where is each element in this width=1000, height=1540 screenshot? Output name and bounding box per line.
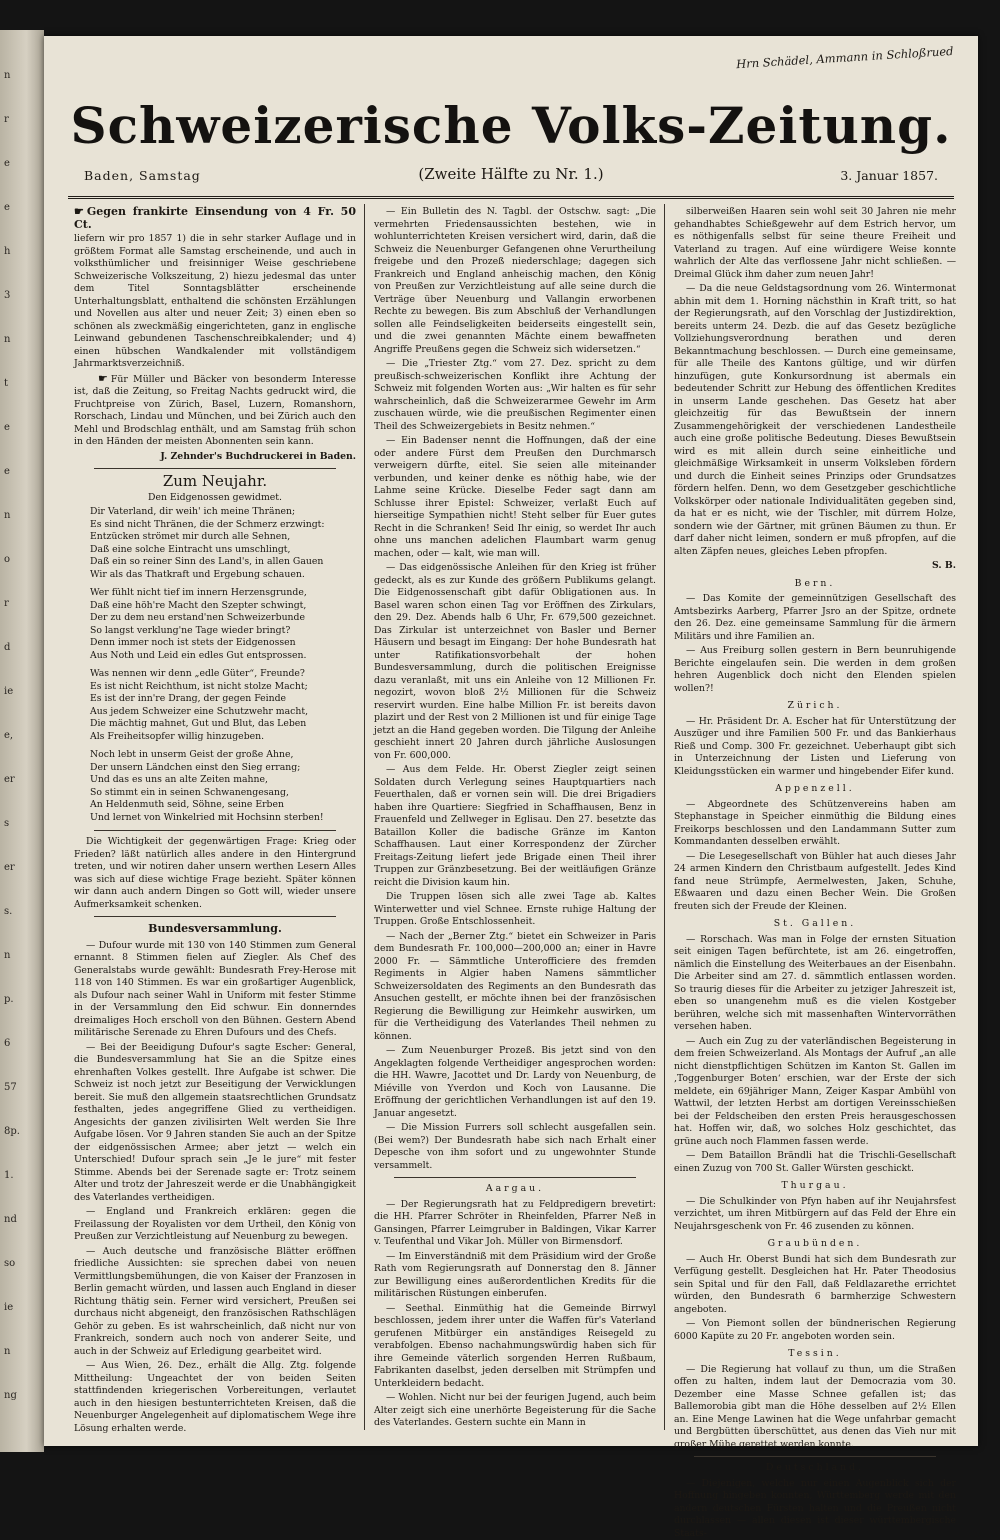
edge-text-fragment: d: [4, 642, 10, 653]
poem-stanza: Noch lebt in unserm Geist der große Ahne, Der unsern Ländchen einst den Sieg errang; Und das es uns an alte Zeiten mahne, So stimmt ein in seinen Schwanengesang, An Heldenmuth seid, Söhne, seine Erben Und lernet von Winkelried mit Hochsinn sterben!: [74, 749, 356, 824]
graubunden-articles: [674, 1254, 956, 1344]
pointing-hand-icon: ☛: [86, 373, 108, 386]
pointing-hand-icon: ☛: [74, 206, 84, 219]
article-paragraph: — Das eidgenössische Anleihen für den Krieg ist früher gedeckt, als es zur Kunde des größern Publikums gelangt. Die Eidgenossenschaft gibt dafür Obligationen aus. In Basel waren schon einen Tag vor Eröffnen des Zirkulars, den 29. Dez. Abends halb 6 Uhr, Fr. 679,500 gezeichnet. Das Zirkular ist unterzeichnet von Basler und Berner Häusern und besagt im Eingang: Der hohe Bundesrath hat unter Ratifikationsvorbehalt der hohen Bundesversammlung, durch die politischen Ereignisse dazu veranlaßt, mit uns ein Anleihe von 12 Millionen Fr. negozirt, wovon bloß 2½ Millionen für die Schweiz reservirt wurden. Eine halbe Million Fr. ist bereits davon plazirt und der Rest von 2 Millionen ist und für einige Tage jetzt an die Hand gegeben worden. Die Tilgung der Anleihe geschieht innert 20 Jahren durch jährliche Auslosungen von Fr. 600,000.: [374, 562, 656, 762]
article-paragraph: — Die „Triester Ztg.“ vom 27. Dez. spricht zu dem preußisch-schweizerischen Konflikt ihre Achtung der Schweiz mit folgenden Worten aus: „Wir halten es für sehr wahrscheinlich, daß die Schweizerarmee Gewehr im Arm zuschauen würde, wie die preußischen Regimenter einen Theil des Schweizergebiets in Besitz nehmen.“: [374, 358, 656, 433]
article-paragraph: — Die Mission Furrers soll schlecht ausgefallen sein. (Bei wem?) Der Bundesrath habe sich nach Erhalt einer Depesche von ihm sofort und zu ungewohnter Stunde versammelt.: [374, 1122, 656, 1172]
aargau-articles: [374, 1199, 656, 1430]
place-day: Baden, Samstag: [84, 168, 201, 183]
appenzell-articles: [674, 799, 956, 914]
edge-text-fragment: t: [4, 378, 8, 389]
divider: [94, 830, 336, 831]
edge-text-fragment: ng: [4, 1390, 17, 1401]
edge-text-fragment: h: [4, 246, 10, 257]
editorial-note: Die Wichtigkeit der gegenwärtigen Frage: Krieg oder Frieden? läßt natürlich alles andere in den Hintergrund treten, und wir notiren daher unsern werthen Lesern Alles was sich auf diese wichtige Frage bezieht. Später können wir dann auch andern Dingen so Gott will, wieder unsere Aufmerksamkeit schenken.: [74, 836, 356, 911]
edge-text-fragment: 57: [4, 1082, 17, 1093]
article-paragraph: — Auch ein Zug zu der vaterländischen Begeisterung in dem freien Schweizerland. Als Montags der Aufruf „an alle nicht dienstpflichtigen Schützen im Kanton St. Gallen im ‚Toggenburger Boten‘ erschien, war der Erste der sich meldete, ein 69jähriger Mann, Zeiger Kaspar Ambühl von Wattwil, der letzten Herbst am dortigen Vereinsschießen bei der Feldscheiben den ersten Preis herausgeschossen hat. Hoffen wir, daß, wo solches Holz geschichtet, das grüne auch noch Flammen fassen werde.: [674, 1036, 956, 1149]
section-heading: Aargau.: [374, 1183, 656, 1196]
bundesversammlung-articles: [74, 940, 356, 1436]
poem-dedication: Den Eidgenossen gewidmet.: [74, 492, 356, 505]
section-heading: Appenzell.: [674, 783, 956, 796]
divider: [694, 1456, 936, 1457]
issue-date: 3. Januar 1857.: [840, 168, 938, 183]
poem-title: Zum Neujahr.: [74, 475, 356, 488]
edge-text-fragment: er: [4, 774, 15, 785]
article-paragraph: — Die Schulkinder von Pfyn haben auf ihr Neujahrsfest verzichtet, um ihren Mitbürgern auf das Feld der Ehre ein Neujahrsgeschenk von Fr. 46 zusenden zu können.: [674, 1196, 956, 1234]
edge-text-fragment: ie: [4, 1302, 13, 1313]
edge-text-fragment: n: [4, 70, 10, 81]
article-paragraph: — Ein Bulletin des N. Tagbl. der Ostschw. sagt: „Die vermehrten Friedensaussichten bestehen, wie in wohlunterrichteten Kreisen versichert wird, darin, daß die Schweiz die Neuenburger Gefangenen ohne Verurtheilung freigebe und den Prozeß niederschlage; dagegen sich Frankreich und England anheischig machen, den König von Preußen zur Verzichtleistung auf alle seine durch die Verträge über Neuenburg und Vallangin erworbenen Rechte zu bewegen. Bis zum Abschluß der Verhandlungen sollen alle Feindseligkeiten beiderseits eingestellt sein, und die zwei genannten Mächte einem bewaffneten Angriffe Preußens gegen die Schweiz sich widersetzen.“: [374, 206, 656, 356]
edge-text-fragment: 8p.: [4, 1126, 20, 1137]
edge-text-fragment: r: [4, 598, 9, 609]
section-heading: Graubünden.: [674, 1238, 956, 1251]
edge-text-fragment: so: [4, 1258, 15, 1269]
article-paragraph: — England und Frankreich erklären: gegen die Freilassung der Royalisten vor dem Urtheil, den König von Preußen zur Verzichtleistung auf Neuenburg zu bewegen.: [74, 1206, 356, 1244]
article-paragraph: — Seethal. Einmüthig hat die Gemeinde Birrwyl beschlossen, jedem ihrer unter die Waffen für's Vaterland gerufenen Mitbürger ein anständiges Reisegeld zu verabfolgen. Ebenso nachahmungswürdig haben sich für ihre Gemeinde väterlich sorgenden Herren Rußbaum, Fabrikanten daselbst, jeden derselben mit Strümpfen und Unterkleidern bedacht.: [374, 1303, 656, 1391]
article-paragraph: — Die Lesegesellschaft von Bühler hat auch dieses Jahr 24 armen Kindern den Christbaum aufgestellt. Jedes Kind fand neue Strümpfe, Aermelwesten, Jaken, Schuhe, Eßwaaren und dazu einen Becher Wein. Die Großen freuten sich der Freude der Kleinen.: [674, 851, 956, 914]
edge-text-fragment: e: [4, 466, 10, 477]
edge-text-fragment: s: [4, 818, 9, 829]
section-heading: Deutschland.: [674, 1462, 956, 1475]
edge-text-fragment: n: [4, 1346, 10, 1357]
ad-signature: J. Zehnder's Buchdruckerei in Baden.: [74, 451, 356, 464]
edge-text-fragment: e,: [4, 730, 13, 741]
newspaper-page: [44, 36, 978, 1446]
edition-note: (Zweite Hälfte zu Nr. 1.): [84, 165, 938, 183]
news-articles: [374, 206, 656, 1172]
ad-headline: ☛ Gegen frankirte Einsendung von 4 Fr. 50 Ct.: [74, 206, 356, 231]
section-heading: Bundesversammlung.: [74, 923, 356, 936]
zurich-articles: [674, 716, 956, 779]
column-3: [674, 206, 956, 1428]
news-articles: [674, 206, 956, 558]
article-paragraph: — Aus Wien, 26. Dez., erhält die Allg. Ztg. folgende Mittheilung: Ungeachtet der von beiden Seiten stattfindenden kriegerischen Vorbereitungen, verlautet auch in den hiesigen bestunterrichteten Kreisen, daß die Neuenburger Angelegenheit auf diplomatischem Wege ihre Lösung erhalten werde.: [74, 1360, 356, 1435]
article-paragraph: — Diejenigen, welche nur einen Augenblick sich der Hoffnung hingeben konnten, Württemberg werde mit den andern deutschen Fürsten halten und die Preußen nicht durchlassen — allen diesen ist dieser württembergische Staats-: [674, 1478, 956, 1540]
article-paragraph: — Abgeordnete des Schützenvereins haben am Stephanstage in Speicher einmüthig die Bildung eines Freikorps beschlossen und den Landammann Sutter zum Kommandanten desselben erwählt.: [674, 799, 956, 849]
column-divider-1: [364, 204, 365, 1430]
article-paragraph: — Rorschach. Was man in Folge der ernsten Situation seit einigen Tagen befürchtete, ist am 26. eingetroffen, nämlich die Einstellung des Weiterbaues an der Eisenbahn. Die Arbeiter sind am 27. d. sämmtlich entlassen worden. So traurig dieses für die Arbeiter zu jetziger Jahreszeit ist, eben so unangenehm muß es die vielen Kostgeber berühren, welche sich mit massenhaften Wintervorräthen versehen haben.: [674, 934, 956, 1034]
article-paragraph: — Da die neue Geldstagsordnung vom 26. Wintermonat abhin mit dem 1. Horning nächsthin in Kraft tritt, so hat der Regierungsrath, auf den Vorschlag der Justizdirektion, bereits unterm 24. Dezb. die auf das Gesetz bezügliche Vollziehungsverordnung berathen und deren Bekanntmachung beschlossen. — Durch eine gemeinsame, für alle Theile des Kantons gültige, und wir dürfen hinzufügen, gute Konkursordnung ist abermals ein bedeutender Schritt zur Hebung des öffentlichen Kredites in unserm Lande geschehen. Das Gesetz hat aber gleichzeitig für das Bewußtsein der innern Zusammengehörigkeit der verschiedenen Landestheile auch eine große politische Bedeutung. Dieses Bewußtsein wird es mit allein durch seine einheitliche und gleichmäßige Wirksamkeit in unserm Volksleben fördern und durch die Einheit seines Prinzips oder Grundsatzes fördern helfen. Denn, wo dem Gesetzgeber geschichtliche Volkskörper oder nationale Individualitäten gegeben sind, da hat er es nicht, wie der Tischler, mit dürrem Holze, sondern wie der Gärtner, mit grünen Bäumen zu thun. Er darf daher nicht leimen, sondern er muß pfropfen, auf die alten Zäpfen neues, gleiches Leben pfropfen.: [674, 283, 956, 558]
edge-text-fragment: nd: [4, 1214, 17, 1225]
edge-text-fragment: n: [4, 950, 10, 961]
article-paragraph: — Der Regierungsrath hat zu Feldpredigern brevetirt: die HH. Pfarrer Schröter in Rheinfelden, Pfarrer Neß in Gansingen, Pfarrer Leimgruber in Baldingen, Vikar Karrer v. Teufenthal und Vikar Joh. Müller von Birmensdorf.: [374, 1199, 656, 1249]
deutschland-articles: [674, 1478, 956, 1540]
masthead-title: Schweizerische Volks-Zeitung.: [44, 96, 978, 155]
poem-stanza: Dir Vaterland, dir weih' ich meine Thränen; Es sind nicht Thränen, die der Schmerz erzwingt: Entzücken strömet mir durch alle Sehnen, Daß eine solche Eintracht uns umschlingt, Daß ein so reiner Sinn des Land's, in allen Gauen Wir als das Thatkraft und Ergebung schauen.: [74, 506, 356, 581]
article-signature: S. B.: [674, 560, 956, 573]
dateline: [84, 168, 938, 190]
article-paragraph: silberweißen Haaren sein wohl seit 30 Jahren nie mehr gehandhabtes Schießgewehr auf dem Estrich hervor, um es nöthigenfalls selbst für seine theure Freiheit und Vaterland zu tragen. Auf eine würdigere Weise konnte wahrlich der Alte das verflossene Jahr nicht schließen. — Dreimal Glück ihm daher zum neuen Jahr!: [674, 206, 956, 281]
edge-text-fragment: o: [4, 554, 10, 565]
section-heading: St. Gallen.: [674, 918, 956, 931]
article-paragraph: — Auch Hr. Oberst Bundi hat sich dem Bundesrath zur Verfügung gestellt. Desgleichen hat Hr. Pater Theodosius sein Spital und für den Fall, daß Feldlazarethe errichtet würden, den Bundesrath 6 barmherzige Schwestern angeboten.: [674, 1254, 956, 1317]
previous-page-edge: [0, 30, 44, 1452]
section-heading: Tessin.: [674, 1348, 956, 1361]
edge-text-fragment: er: [4, 862, 15, 873]
article-paragraph: — Wohlen. Nicht nur bei der feurigen Jugend, auch beim Alter zeigt sich eine unerhörte Begeisterung für die Sache des Vaterlandes. Gestern suchte ein Mann in: [374, 1392, 656, 1430]
article-paragraph: — Dufour wurde mit 130 von 140 Stimmen zum General ernannt. 8 Stimmen fielen auf Ziegler. Als Chef des Generalstabs wurde gewählt: Bundesrath Frey-Herose mit 118 von 140 Stimmen. Es war ein großartiger Augenblick, als Dufour nach seiner Wahl in Uniform mit fester Stimme in der Versammlung den Eid schwur. Ein donnerndes dreimaliges Hoch erscholl von den Bühnen. Gestern Abend militärische Serenade zu Ehren Dufours und des Chefs.: [74, 940, 356, 1040]
article-paragraph: — Im Einverständniß mit dem Präsidium wird der Große Rath vom Regierungsrath auf Donnerstag den 8. Jänner zur Bewilligung eines außerordentlichen Kredits für die militärischen Rüstungen einberufen.: [374, 1251, 656, 1301]
edge-text-fragment: 1.: [4, 1170, 14, 1181]
edge-text-fragment: r: [4, 114, 9, 125]
article-paragraph: — Nach der „Berner Ztg.“ bietet ein Schweizer in Paris dem Bundesrath Fr. 100,000—200,000 an; einer in Havre 2000 Fr. — Sämmtliche Unterofficiere des fremden Regiments in Algier haben Namens sämmtlicher Schweizersoldaten des Regiments an den Bundesrath das Ansuchen gestellt, er möchte ihnen bei der französischen Regierung die Bewilligung zur Heimkehr auswirken, um für die Vertheidigung des Vaterlandes Theil nehmen zu können.: [374, 931, 656, 1044]
article-paragraph: — Zum Neuenburger Prozeß. Bis jetzt sind von den Angeklagten folgende Vertheidiger angesprochen worden: die HH. Wawre, Jacottet und Dr. Lardy von Neuenburg, de Miéville von Yverdon und Koch von Lausanne. Die Eröffnung der gerichtlichen Verhandlungen ist auf den 19. Januar angesetzt.: [374, 1045, 656, 1120]
divider: [94, 916, 336, 917]
edge-text-fragment: e: [4, 202, 10, 213]
article-paragraph: — Ein Badenser nennt die Hoffnungen, daß der eine oder andere Fürst dem Preußen den Durchmarsch verweigern dürfte, eitel. Sie seien alle miteinander verbunden, und keiner denke es nöthig habe, wie der Lahme seine Krücke. Dieselbe Feder sagt dann am Schlusse ihrer Epistel: Schweizer, verlaßt Euch auf hierseitige Sympathien nicht! Steht selber für Euer gutes Recht in die Schranken! Seid Ihr einig, so werdet Ihr auch ohne uns manchen adelichen Flaumbart warm genug machen, oder — kalt, wie man will.: [374, 435, 656, 560]
edge-text-fragment: n: [4, 510, 10, 521]
poem-stanza: Was nennen wir denn „edle Güter“, Freunde? Es ist nicht Reichthum, ist nicht stolze Macht; Es ist der inn're Drang, der gegen Feinde Aus jedem Schweizer eine Schutzwehr macht, Die mächtig mahnet, Gut und Blut, das Leben Als Freiheitsopfer willig hinzugeben.: [74, 668, 356, 743]
ad-body: liefern wir pro 1857 1) die in sehr starker Auflage und in größtem Format alle Samstag erscheinende, und auch in volksthümlicher und freisinniger Weise geschriebene Schweizerische Volkszeitung, 2) hiezu jedesmal das unter dem Titel Sonntagsblätter erscheinende Unterhaltungsblatt, enthaltend die schönsten Erzählungen und Novellen aus alter und neuer Zeit; 3) einen eben so schönen als zweckmäßig eingerichteten, ganz in englische Leinwand gebundenen Taschenschreibkalender; und 4) einen hübschen Wandkalender mit vollständigem Jahrmarktsverzeichniß.: [74, 233, 356, 371]
column-1: [74, 206, 356, 1428]
edge-text-fragment: p.: [4, 994, 14, 1005]
bern-articles: [674, 593, 956, 695]
edge-text-fragment: n: [4, 334, 10, 345]
article-paragraph: — Hr. Präsident Dr. A. Escher hat für Unterstützung der Auszüger und ihre Familien 500 Fr. und das Bankierhaus Rieß und Comp. 300 Fr. gezeichnet. Ueberhaupt gibt sich in Unterzeichnung der Listen und Lieferung von Kleidungsstücken ein warmer und hingebender Eifer kund.: [674, 716, 956, 779]
column-divider-2: [664, 204, 665, 1430]
st-gallen-articles: [674, 934, 956, 1176]
section-heading: Zürich.: [674, 700, 956, 713]
article-paragraph: — Die Regierung hat vollauf zu thun, um die Straßen offen zu halten, indem laut der Democrazia vom 30. Dezember eine Masse Schnee gefallen ist; das Ballemorobia gibt man die Höhe desselben auf 2½ Ellen an. Eine Menge Lawinen hat die Wege unfahrbar gemacht und Bergbütten überschüttet, aus denen das Vieh nur mit großer Mühe gerettet werden konnte.: [674, 1364, 956, 1452]
divider: [94, 468, 336, 469]
edge-text-fragment: e: [4, 422, 10, 433]
edge-text-fragment: 3: [4, 290, 10, 301]
divider: [394, 1177, 636, 1178]
article-paragraph: Die Truppen lösen sich alle zwei Tage ab. Kaltes Winterwetter und viel Schnee. Ernste ruhige Haltung der Truppen. Große Entschlossenheit.: [374, 891, 656, 929]
edge-text-fragment: ie: [4, 686, 13, 697]
edge-text-fragment: 6: [4, 1038, 10, 1049]
edge-text-fragment: s.: [4, 906, 12, 917]
thurgau-articles: [674, 1196, 956, 1234]
article-paragraph: — Auch deutsche und französische Blätter eröffnen friedliche Aussichten: sie sprechen dabei von neuen Vermittlungsbemühungen, die von Kaiser der Franzosen in Berlin gemacht würden, und lassen auch England in dieser Richtung thätig sein. Ferner wird versichert, Preußen sei durchaus nicht abgeneigt, den französischen Rathschlägen Gehör zu geben. Es ist wahrscheinlich, daß nicht nur von Frankreich, sondern auch noch von anderer Seite, und auch in der Schweiz auf Erledigung gearbeitet wird.: [74, 1246, 356, 1359]
article-paragraph: — Aus Freiburg sollen gestern in Bern beunruhigende Berichte eingelaufen sein. Die werden in dem großen hehren Augenblick doch nicht den Elenden spielen wollen?!: [674, 645, 956, 695]
tessin-articles: [674, 1364, 956, 1452]
column-2: [374, 206, 656, 1428]
article-paragraph: — Dem Bataillon Brändli hat die Trischli-Gesellschaft einen Zuzug von 700 St. Galler Würsten geschickt.: [674, 1150, 956, 1175]
section-heading: Bern.: [674, 578, 956, 591]
poem-body: [74, 506, 356, 824]
header-rule: [68, 196, 954, 199]
handwritten-address: Hrn Schädel, Ammann in Schloßrued: [736, 43, 972, 71]
article-paragraph: — Von Piemont sollen der bündnerischen Regierung 6000 Kapüte zu 20 Fr. angeboten worden sein.: [674, 1318, 956, 1343]
edge-text-fragment: e: [4, 158, 10, 169]
poem-stanza: Wer fühlt nicht tief im innern Herzensgrunde, Daß eine höh're Macht den Szepter schwingt, Der zu dem neu erstand'nen Schweizerbunde So langst verklung'ne Tage wieder bringt? Denn immer noch ist stets der Eidgenossen Aus Noth und Leid ein edles Gut entsprossen.: [74, 587, 356, 662]
article-paragraph: — Bei der Beeidigung Dufour's sagte Escher: General, die Bundesversammlung hat Sie an die Spitze eines ehrenhaften Volkes gestellt. Ihre Aufgabe ist schwer. Die Schweiz ist noch jetzt zur Beseitigung der Verwicklungen bereit. Sie muß den allgemein staatsrechtlichen Grundsatz festhalten, jedes angegriffene Glied zu vertheidigen. Angesichts der ganzen zivilisirten Welt werden Sie Ihre Aufgabe lösen. Vor 9 Jahren standen Sie auch an der Spitze der eidgenössischen Armee; aber jetzt — welch ein Unterschied! Dufour sprach sein „Je le jure“ mit fester Stimme. Abends bei der Serenade sagte er: Trotz seinem Alter und trotz der Jahreszeit werde er die Unabhängigkeit des Vaterlandes vertheidigen.: [74, 1042, 356, 1205]
section-heading: Thurgau.: [674, 1180, 956, 1193]
article-paragraph: — Aus dem Felde. Hr. Oberst Ziegler zeigt seinen Soldaten durch Verlegung seines Hauptquartiers nach Feuerthalen, daß er vornen sein will. Die drei Brigadiers haben ihre Quartiere: Siegfried in Schaffhausen, Benz in Frauenfeld und Zellweger in Eglisau. Den 27. besetzte das Bataillon Koller die badische Gränze im Kanton Schaffhausen. Laut einer Korrespondenz der Zürcher Freitags-Zeitung liefert jede Brigade einen Theil ihrer Truppen zur Gränzbesetzung. Bei der weitläufigen Gränze reicht die Division kaum hin.: [374, 764, 656, 889]
ad-body-2: ☛ Für Müller und Bäcker von besonderm Interesse ist, daß die Zeitung, so Freitag Nachts gedruckt wird, die Fruchtpreise von Zürich, Basel, Luzern, Romanshorn, Rorschach, Lindau und München, und bei Zürich auch den Mehl und Brodschlag enthält, und am Samstag früh schon in den Händen der meisten Abonnenten sein kann.: [74, 373, 356, 449]
article-paragraph: — Das Komite der gemeinnützigen Gesellschaft des Amtsbezirks Aarberg, Pfarrer Jsro an der Spitze, ordnete den 26. Dez. eine gemeinsame Sammlung für die ärmern Militärs und ihre Familien an.: [674, 593, 956, 643]
